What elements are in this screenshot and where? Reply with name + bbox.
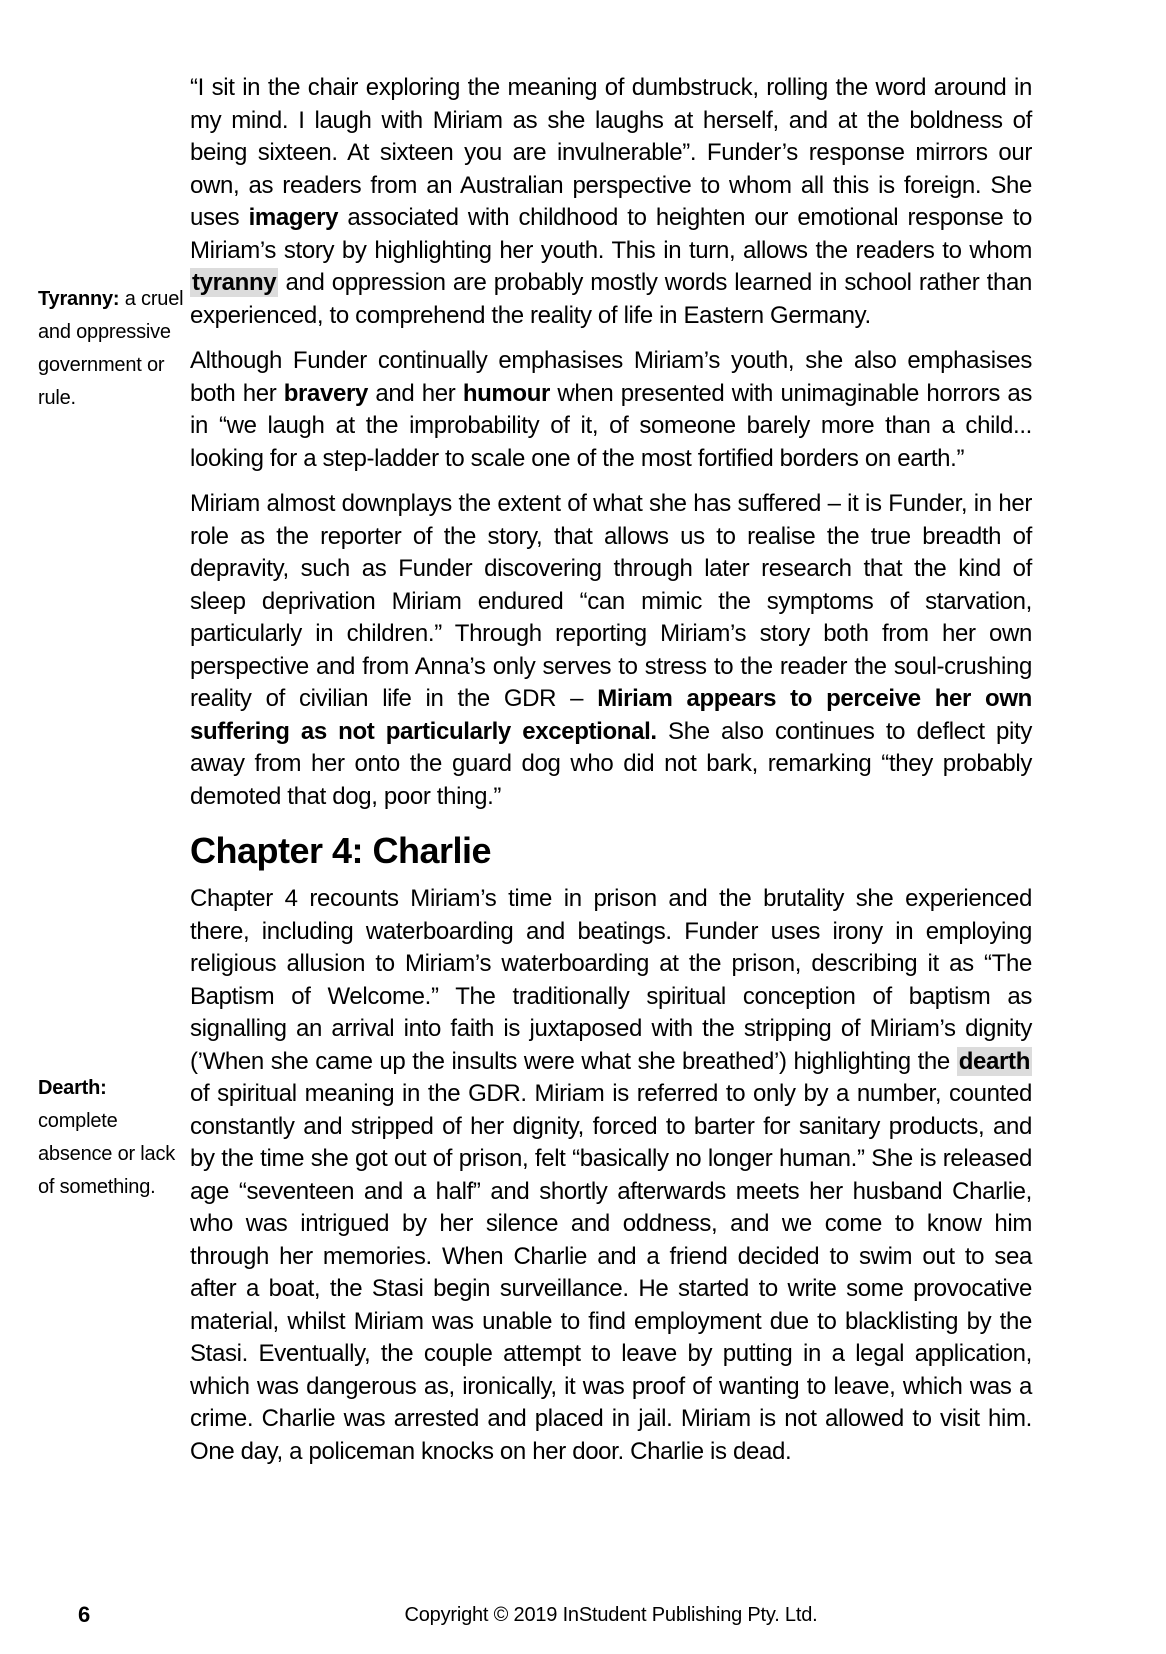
bold-term: imagery: [248, 204, 339, 231]
text-run: associated with childhood to heighten our emotional response to Miriam’s story by highlighting her youth. This in turn, allows the readers to whom: [190, 204, 1032, 264]
bold-term: bravery: [283, 379, 369, 407]
bold-term: humour: [462, 379, 551, 407]
margin-note-tyranny: [38, 283, 190, 415]
highlighted-term: dearth: [958, 1047, 1030, 1075]
page-footer: [0, 1600, 1166, 1634]
paragraph-2: [190, 345, 1032, 475]
copyright-text: Copyright © 2019 InStudent Publishing Pty. Ltd.: [404, 1604, 818, 1626]
glossary-term: Dearth:: [38, 1077, 107, 1099]
main-text-column: [190, 72, 1032, 1481]
highlighted-term: tyranny: [192, 269, 277, 296]
glossary-definition: complete absence or lack of something.: [38, 1110, 176, 1198]
paragraph-1: [190, 72, 1032, 332]
page-number: 6: [78, 1602, 91, 1627]
margin-note-dearth: [38, 1072, 190, 1204]
glossary-term: Tyranny:: [38, 288, 120, 310]
text-run: and her: [368, 379, 463, 407]
glossary-definition: a cruel and oppressive government or rule.: [38, 288, 184, 409]
text-run: Although Funder continually emphasises Miriam’s youth, she also emphasises both her: [190, 347, 1032, 407]
chapter-heading: Chapter 4: Charlie: [190, 830, 492, 871]
text-run: She also continues to deflect pity away from her onto the guard dog who did not bark, remarking “they probably demoted that dog, poor thing.”: [190, 717, 1032, 810]
text-run: and oppression are probably mostly words learned in school rather than experienced, to comprehend the reality of life in Eastern Germany.: [190, 269, 1032, 329]
paragraph-3: [190, 488, 1032, 813]
paragraph-4: [190, 883, 1032, 1468]
text-run: when presented with unimaginable horrors as in “we laugh at the improbability of it, of someone barely more than a child... looking for a step-ladder to scale one of the most fortified borders on earth.”: [190, 379, 1033, 472]
bold-term: Miriam appears to perceive her own suffering as not particularly exceptional.: [190, 685, 1032, 745]
text-run: Miriam almost downplays the extent of what she has suffered – it is Funder, in her role as the reporter of the story, that allows us to realise the true breadth of depravity, such as Funder discovering through later research that the kind of sleep deprivation Miriam endured “can mimic the symptoms of starvation, particularly in children.” Through reporting Miriam’s story both from her own perspective and from Anna’s only serves to stress to the reader the soul-crushing reality of civilian life in the GDR –: [190, 490, 1032, 712]
text-run: Chapter 4 recounts Miriam’s time in prison and the brutality she experienced there, including waterboarding and beatings. Funder uses irony in employing religious allusion to Miriam’s waterboarding at the prison, describing it as “The Baptism of Welcome.” The traditionally spiritual conception of baptism as signalling an arrival into faith is juxtaposed with the stripping of Miriam’s dignity (’When she came up the insults were what she breathed’) highlighting the: [190, 885, 1032, 1075]
text-run: “I sit in the chair exploring the meaning of dumbstruck, rolling the word around in my mind. I laugh with Miriam as she laughs at herself, and at the boldness of being sixteen. At sixteen you are invulnerable”. Funder’s response mirrors our own, as readers from an Australian perspective to whom all this is foreign. She uses: [190, 74, 1032, 231]
text-run: of spiritual meaning in the GDR. Miriam is referred to only by a number, counted constantly and stripped of her dignity, forced to barter for sanitary products, and by the time she got out of prison, felt “basically no longer human.” She is released age “seventeen and a half” and shortly afterwards meets her husband Charlie, who was intrigued by her silence and oddness, and we come to know him through her memories. When Charlie and a friend decided to swim out to sea after a boat, the Stasi begin surveillance. He started to write some provocative material, whilst Miriam was unable to find employment due to blacklisting by the Stasi. Eventually, the couple attempt to leave by putting in a legal application, which was dangerous as, ironically, it was proof of wanting to leave, which was a crime. Charlie was arrested and placed in jail. Miriam is not allowed to visit him. One day, a policeman knocks on her door. Charlie is dead.: [190, 1080, 1032, 1465]
